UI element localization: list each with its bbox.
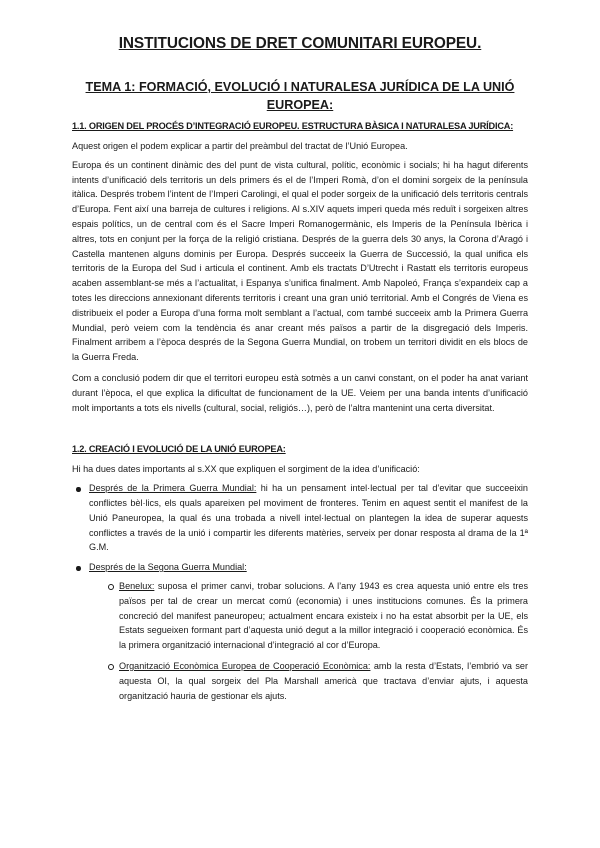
sub-bullet-item bbox=[89, 579, 528, 653]
sub-bullet-label: Benelux: bbox=[119, 580, 155, 591]
bullet-dot-icon bbox=[76, 566, 81, 571]
section-2-heading: 1.2. CREACIÓ I EVOLUCIÓ DE LA UNIÓ EUROPEA: bbox=[72, 444, 286, 455]
sub-bullet-list bbox=[89, 579, 528, 703]
sub-bullet-label: Organització Econòmica Europea de Cooperació Econòmica: bbox=[119, 660, 371, 671]
sub-bullet-paragraph bbox=[119, 659, 528, 703]
bullet-item bbox=[72, 481, 528, 555]
sub-bullet-paragraph bbox=[119, 579, 528, 653]
section-1-paragraph-2: Europa és un continent dinàmic des del punt de vista cultural, polític, econòmic i socials; hi ha hagut diferents intents d’unificació dels territoris un dels primers és el de l’Imperi Romà, d’on el domini sorgeix de la península itàlica. Després trobem l’intent de l’Imperi Carolingi, el qual el poder sorgeix de la unificació dels territoris centrals d’Europa. Fent així una barreja de cultures i religions. Al s.XIV aquets imperi queda més reduït i sorgeixen altres espais polítics, un de central com és el Sacre Imperi Romanogermànic, els Imperis de la Península Ibèrica i altres, tots en conjunt per la força de la religió cristiana. Després de la guerra dels 30 anys, la Corona d’Aragó i Castella mantenen alguns dominis per Europa. Després succeeix la Guerra de Successió, la qual unifica els territoris de la Europa del Sud i articula el continent. Amb els tractats D’Utrecht i Rastatt els territoris europeus acaben assemblant-se més a l’actualitat, i Espanya s’unifica finalment. Amb Napoleó, França s’expandeix cap a totes les direccions annexionant diferents territoris i creant una gran unió territorial. Amb el Congrés de Viena es distribueix el poder a Europa d’una forma molt semblant a l’actual, com també succeeix amb la Primera Guerra Mundial, però veiem com la tendència és anar creant més països a partir de la disgregació dels Imperis. Finalment arribem a l’època després de la Segona Guerra Mundial, on trobem un territori dividit en els blocs de la Guerra Freda. bbox=[72, 159, 528, 363]
tema-title: TEMA 1: FORMACIÓ, EVOLUCIÓ I NATURALESA JURÍDICA DE LA UNIÓ EUROPEA: bbox=[85, 80, 515, 112]
bullet-paragraph bbox=[89, 560, 528, 575]
hollow-circle-bullet-icon bbox=[108, 584, 114, 590]
section-2-intro: Hi ha dues dates importants al s.XX que expliquen el sorgiment de la idea d’unificació: bbox=[72, 464, 420, 475]
sub-bullet-text: amb la resta d’Estats, l’embrió va ser aquesta OI, la qual sorgeix del Pla Marshall americà que tractava d’enviar ajuts, i aquesta organització hauria de gestionar els ajuts. bbox=[119, 660, 528, 701]
section-2-bullet-list bbox=[72, 481, 528, 703]
document-title: INSTITUCIONS DE DRET COMUNITARI EUROPEU. bbox=[118, 35, 482, 52]
bullet-label: Després de la Primera Guerra Mundial: bbox=[89, 483, 257, 494]
bullet-dot-icon bbox=[76, 487, 81, 492]
sub-bullet-item bbox=[89, 659, 528, 703]
section-1-paragraph-1: Aquest origen el podem explicar a partir del preàmbul del tractat de l’Unió Europea. bbox=[72, 141, 408, 151]
hollow-circle-bullet-icon bbox=[108, 664, 114, 670]
sub-bullet-text: suposa el primer canvi, trobar solucions. A l’any 1943 es crea aquesta unió entre els tres països per tal de crear un mercat comú (economia) i unes institucions comunes. És la primera concreció del manifest paneuropeu; actualment encara existeix i no ha estat absorbit per la UE, els Estats segueixen formant part d’aquesta unió degut a la millor integració i cooperació econòmica. És la primera organització internacional d’integració al cor d’Europa. bbox=[119, 580, 528, 651]
bullet-item bbox=[72, 560, 528, 703]
bullet-paragraph bbox=[89, 481, 528, 555]
section-1-paragraph-3: Com a conclusió podem dir que el territori europeu està sotmès a un canvi constant, on el poder ha anat variant durant l’època, el que explica la dificultat de funcionament de la UE. Veiem per una banda intents d’unificació molt importants a tots els nivells (cultural, social, religiós…), però de l’altra mantenint una certa diversitat. bbox=[72, 372, 528, 413]
bullet-label: Després de la Segona Guerra Mundial: bbox=[89, 562, 247, 573]
section-1-heading: 1.1. ORIGEN DEL PROCÉS D’INTEGRACIÓ EUROPEU. ESTRUCTURA BÀSICA I NATURALESA JURÍDICA: bbox=[72, 121, 514, 131]
bullet-text: hi ha un pensament intel·lectual per tal d’evitar que succeeixin conflictes bèl·lics, els quals apareixen pel moviment de fronteres. Tenim en aquest sentit el manifest de la Unió Paneuropea, la qual és una trobada a nivell intel·lectual on plantegen la idea de superar aquests conflictes a través de la unió i compartir les diferents matèries, serveix per donar resposta al drama de la 1ª G.M. bbox=[89, 483, 528, 553]
